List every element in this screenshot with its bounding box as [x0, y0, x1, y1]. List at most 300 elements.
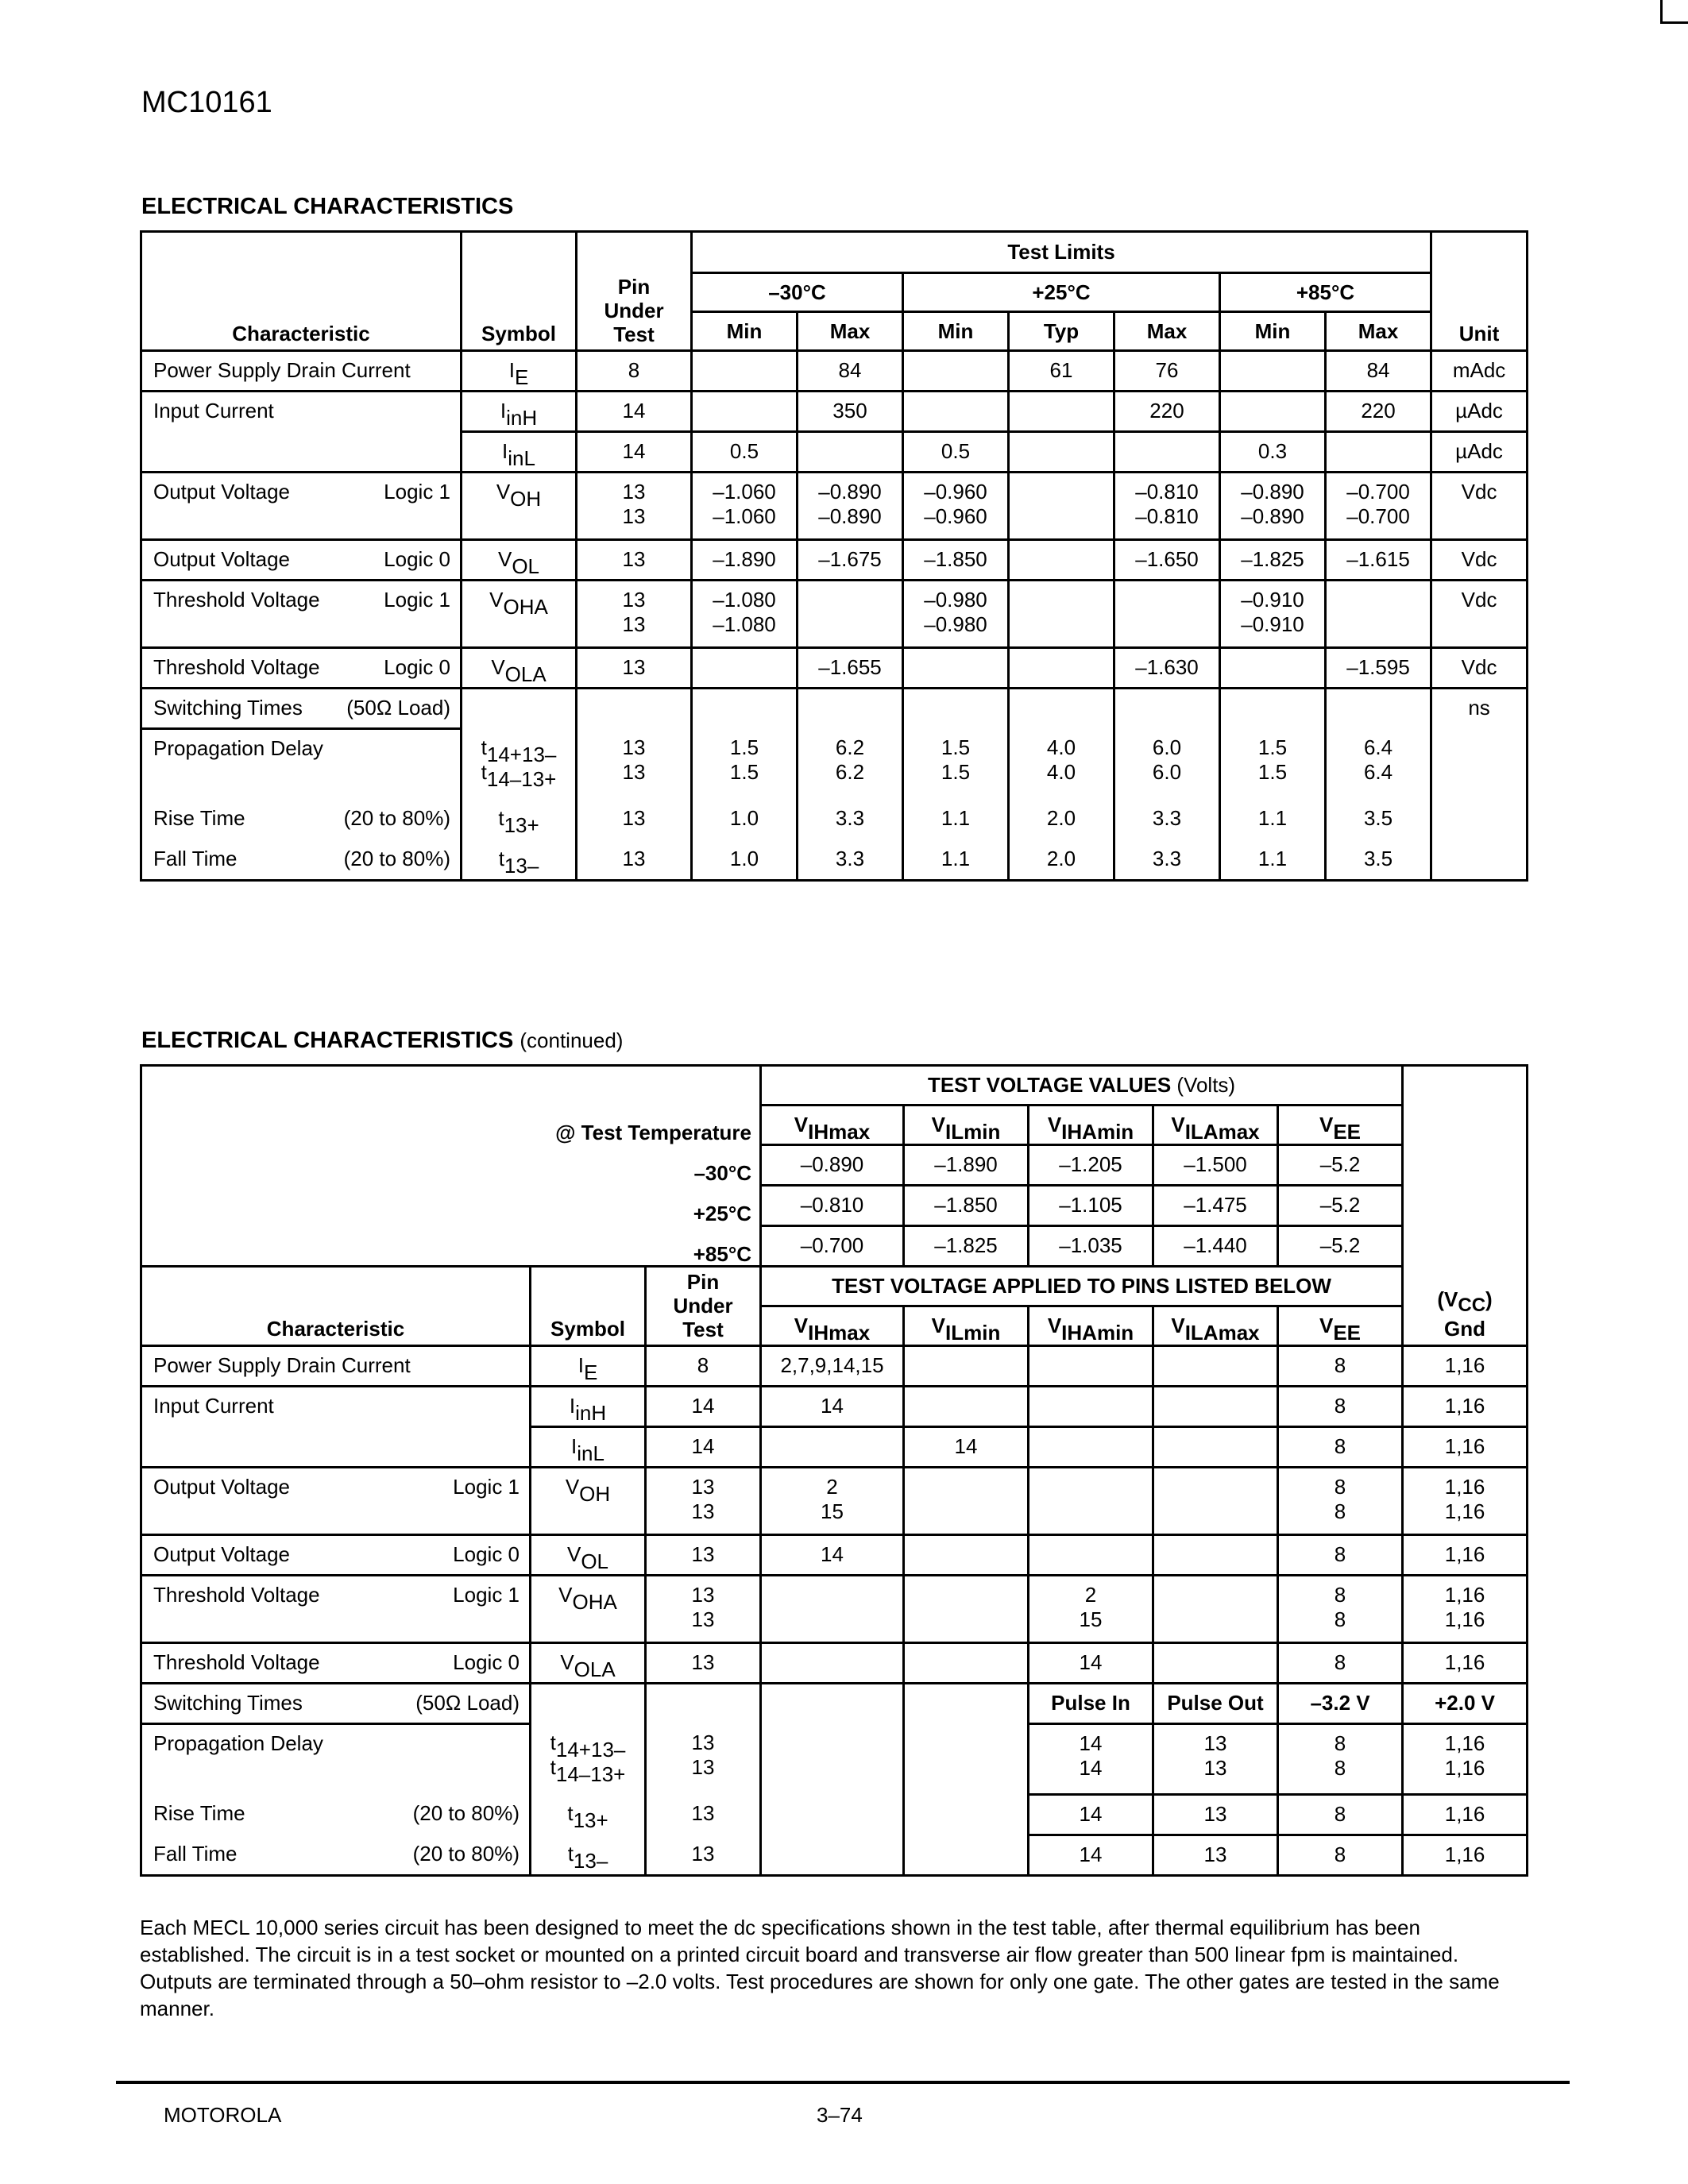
pin-cell: 13 13: [577, 473, 692, 540]
characteristic: [153, 399, 450, 423]
value-cell: 8: [1278, 1346, 1403, 1387]
value-cell: [1153, 1387, 1278, 1427]
voltage-column-header: [1278, 1306, 1403, 1346]
value-cell: [904, 1576, 1029, 1643]
test-temperature-label: –30°C: [693, 1161, 751, 1185]
symbol: $I_{inH}$: [569, 1394, 607, 1425]
value-cell: [1326, 581, 1431, 648]
col-characteristic: Characteristic: [141, 232, 462, 351]
pin-cell: 13 13: [577, 729, 692, 800]
pin-cell: 14: [577, 392, 692, 432]
value-cell: –1.850: [903, 540, 1009, 581]
empty-cell: [798, 689, 903, 729]
table-row: [141, 473, 1528, 540]
pin-cell: 13 13: [646, 1724, 761, 1795]
table-row: [141, 540, 1528, 581]
empty-cell: [761, 1835, 904, 1876]
characteristic-label: Fall Time: [153, 846, 238, 870]
value-cell: [1153, 1346, 1278, 1387]
empty-cell: [1220, 689, 1326, 729]
symbol-cell: [462, 648, 577, 689]
pin-cell: 13: [577, 840, 692, 881]
value-cell: [1029, 1427, 1153, 1468]
col-pin-under-test: Pin Under Test: [577, 232, 692, 351]
characteristic-cell: [141, 1795, 531, 1835]
characteristic-label: Propagation Delay: [153, 1731, 323, 1755]
symbol-cell: [531, 1427, 646, 1468]
value-cell: 14: [761, 1535, 904, 1576]
symbol: $V_{IHAmin}$: [1047, 1113, 1134, 1144]
symbol-cell: [462, 840, 577, 881]
characteristic-label: Power Supply Drain Current: [153, 358, 411, 382]
value-cell: [1029, 1468, 1153, 1535]
unit-cell: µAdc: [1431, 432, 1528, 473]
value-cell: –1.205: [1029, 1145, 1153, 1186]
value-cell: 6.4 6.4: [1326, 729, 1431, 800]
voltage-column-header: [761, 1306, 904, 1346]
value-cell: –0.810: [761, 1186, 904, 1226]
value-cell: 220: [1326, 392, 1431, 432]
value-cell: [1220, 351, 1326, 392]
symbol-cell: [462, 800, 577, 840]
value-cell: 8: [1278, 1643, 1403, 1684]
empty-cell: [646, 1684, 761, 1724]
value-cell: 13: [1153, 1795, 1278, 1835]
voltage-column-header: [1029, 1106, 1153, 1145]
table2-title-suffix: (continued): [520, 1028, 624, 1052]
empty-cell: [761, 1795, 904, 1835]
characteristic-cell: [141, 1387, 531, 1468]
table2-title-text: ELECTRICAL CHARACTERISTICS: [141, 1028, 514, 1053]
table-row: [141, 1576, 1528, 1643]
limit-column-header: Max: [1114, 312, 1220, 351]
symbol-cell: [462, 540, 577, 581]
value-cell: 14: [761, 1387, 904, 1427]
characteristic: [153, 1583, 520, 1607]
value-cell: [798, 432, 903, 473]
symbol: $V_{OLA}$: [491, 655, 547, 686]
empty-cell: [903, 689, 1009, 729]
value-cell: 3.3: [1114, 840, 1220, 881]
gnd-cell: 1,16: [1403, 1427, 1528, 1468]
value-cell: 14 14: [1029, 1724, 1153, 1795]
value-cell: [904, 1387, 1029, 1427]
unit-cell: mAdc: [1431, 351, 1528, 392]
value-cell: 14: [904, 1427, 1029, 1468]
symbol: $I_{inH}$: [500, 399, 538, 430]
voltage-column-header: [1278, 1106, 1403, 1145]
value-cell: 8: [1278, 1795, 1403, 1835]
empty-cell: [531, 1684, 646, 1724]
pin-cell: 13 13: [577, 581, 692, 648]
gnd-cell: 1,16: [1403, 1795, 1528, 1835]
value-cell: 84: [1326, 351, 1431, 392]
blank-header-area: [141, 1066, 761, 1267]
symbol-cell: [462, 392, 577, 432]
table2-title: [141, 1028, 623, 1054]
value-cell: –1.615: [1326, 540, 1431, 581]
symbol: $V_{EE}$: [1319, 1113, 1362, 1144]
value-cell: –5.2: [1278, 1226, 1403, 1267]
test-voltage-values-header: [761, 1066, 1403, 1106]
unit-cell: µAdc: [1431, 392, 1528, 432]
limit-column-header: Max: [798, 312, 903, 351]
value-cell: [761, 1427, 904, 1468]
limit-column-header: Typ: [1009, 312, 1114, 351]
characteristic-label: Input Current: [153, 399, 274, 423]
value-cell: 14: [1029, 1795, 1153, 1835]
characteristic: [153, 480, 450, 504]
value-cell: [692, 392, 798, 432]
symbol: $V_{EE}$: [1319, 1314, 1362, 1345]
limit-column-header: Min: [1220, 312, 1326, 351]
gnd-cell: 1,16 1,16: [1403, 1576, 1528, 1643]
value-cell: 2 15: [761, 1468, 904, 1535]
vcc-label: $(V_{CC})$: [1437, 1287, 1493, 1316]
value-cell: [903, 351, 1009, 392]
col-pin-under-test: Pin Under Test: [646, 1267, 761, 1346]
fall-time-row: [141, 1835, 1528, 1876]
value-cell: 6.0 6.0: [1114, 729, 1220, 800]
value-cell: –1.105: [1029, 1186, 1153, 1226]
value-cell: [1153, 1643, 1278, 1684]
pin-cell: 13: [577, 800, 692, 840]
value-cell: 2,7,9,14,15: [761, 1346, 904, 1387]
unit-cell: Vdc: [1431, 581, 1528, 648]
value-cell: –1.475: [1153, 1186, 1278, 1226]
characteristic-cell: [141, 1684, 531, 1724]
characteristic-condition: Logic 0: [384, 547, 450, 571]
value-cell: –1.890: [904, 1145, 1029, 1186]
value-cell: [904, 1643, 1029, 1684]
characteristic: [153, 806, 450, 831]
test-procedure-footnote: Each MECL 10,000 series circuit has been designed to meet the dc specifications shown in the test table, after thermal equilibrium has been established. The circuit is in a test socket or mounted on a printed circuit board and transverse air flow greater than 500 linear fpm is maintained. Outputs are terminated through a 50–ohm resistor to –2.0 volts. Test procedures are shown for only one gate. The other gates are tested in the same manner.: [140, 1916, 1500, 2020]
value-cell: [1153, 1576, 1278, 1643]
value-cell: 1.5 1.5: [903, 729, 1009, 800]
pins-header-row: [141, 1267, 1528, 1306]
characteristic-condition: Logic 1: [384, 480, 450, 504]
corner-crop-mark: [1660, 0, 1688, 24]
value-cell: –1.595: [1326, 648, 1431, 689]
value-cell: –0.810 –0.810: [1114, 473, 1220, 540]
footer-brand: MOTOROLA: [164, 2103, 282, 2127]
value-cell: –1.630: [1114, 648, 1220, 689]
symbol-cell: [462, 432, 577, 473]
rise-time-row: [141, 1795, 1528, 1835]
characteristic: [153, 696, 450, 720]
gnd-cell: 1,16 1,16: [1403, 1724, 1528, 1795]
characteristic-cell: [141, 351, 462, 392]
value-cell: 13 13: [1153, 1724, 1278, 1795]
at-test-temperature-label: @ Test Temperature: [555, 1121, 751, 1144]
gnd-label: Gnd: [1444, 1317, 1486, 1341]
value-cell: 0.5: [692, 432, 798, 473]
voltage-column-header: [1153, 1306, 1278, 1346]
characteristic-condition: (20 to 80%): [343, 805, 450, 830]
value-cell: [1029, 1346, 1153, 1387]
test-temperature-labels: [555, 1113, 751, 1275]
empty-cell: [904, 1684, 1029, 1724]
symbol: $V_{OL}$: [497, 547, 540, 578]
value-cell: 8: [1278, 1535, 1403, 1576]
characteristic-condition: (20 to 80%): [412, 1800, 520, 1825]
empty-cell: [761, 1724, 904, 1795]
pin-cell: 13: [646, 1535, 761, 1576]
empty-cell: [904, 1724, 1029, 1795]
characteristic-cell: [141, 1535, 531, 1576]
symbol: $t_{14+13-}$: [550, 1730, 626, 1761]
characteristic-condition: (20 to 80%): [412, 1841, 520, 1866]
value-cell: 1.1: [903, 840, 1009, 881]
value-cell: 3.5: [1326, 800, 1431, 840]
value-cell: –1.035: [1029, 1226, 1153, 1267]
characteristic-label: Rise Time: [153, 1800, 245, 1825]
characteristic-label: Output Voltage: [153, 1542, 291, 1566]
characteristic: [153, 1650, 520, 1675]
tvv-units: (Volts): [1176, 1073, 1236, 1097]
value-cell: [692, 648, 798, 689]
symbol-cell: [531, 1835, 646, 1876]
symbol-cell: [531, 1795, 646, 1835]
symbol-cell: [531, 1468, 646, 1535]
value-cell: 3.3: [1114, 800, 1220, 840]
symbol-cell: [531, 1724, 646, 1795]
applied-pins-header: TEST VOLTAGE APPLIED TO PINS LISTED BELOW: [761, 1267, 1403, 1306]
test-limits-header: Test Limits: [692, 232, 1431, 273]
value-cell: 13: [1153, 1835, 1278, 1876]
symbol-cell: [531, 1535, 646, 1576]
symbol: $V_{OHA}$: [558, 1583, 617, 1614]
vcc-gnd-header: [1403, 1066, 1528, 1346]
pin-cell: 13: [577, 540, 692, 581]
symbol: $V_{OH}$: [496, 480, 542, 511]
value-cell: 1.0: [692, 800, 798, 840]
table-row: [141, 1346, 1528, 1387]
gnd-cell: 1,16: [1403, 1535, 1528, 1576]
test-temperature-label: +25°C: [693, 1202, 751, 1225]
characteristic-cell: [141, 1346, 531, 1387]
pin-cell: 13: [577, 648, 692, 689]
value-cell: –1.890: [692, 540, 798, 581]
characteristic-label: Rise Time: [153, 805, 245, 830]
characteristic-label: Fall Time: [153, 1841, 238, 1866]
value-cell: –0.980 –0.980: [903, 581, 1009, 648]
temperature-header: –30°C: [692, 273, 903, 312]
rise-time-row: [141, 800, 1528, 840]
symbol: $I_{inL}$: [571, 1434, 605, 1465]
characteristic-cell: [141, 1576, 531, 1643]
value-cell: –0.890 –0.890: [798, 473, 903, 540]
value-cell: –0.700 –0.700: [1326, 473, 1431, 540]
gnd-cell: 1,16: [1403, 1643, 1528, 1684]
value-cell: [904, 1468, 1029, 1535]
characteristic-cell: [141, 840, 462, 881]
symbol: $V_{OHA}$: [489, 588, 548, 619]
voltage-column-header: [904, 1306, 1029, 1346]
characteristic-label: Output Voltage: [153, 547, 291, 571]
characteristic-cell: [141, 473, 462, 540]
gnd-cell: 1,16: [1403, 1835, 1528, 1876]
value-cell: [761, 1576, 904, 1643]
symbol: $t_{14-13+}$: [481, 759, 557, 791]
gnd-cell: 1,16: [1403, 1387, 1528, 1427]
value-cell: [1009, 581, 1114, 648]
characteristic-condition: Logic 1: [453, 1583, 520, 1607]
characteristic-label: Output Voltage: [153, 480, 291, 504]
table1-title: ELECTRICAL CHARACTERISTICS: [141, 194, 514, 219]
characteristic: [153, 1394, 520, 1418]
value-cell: [904, 1346, 1029, 1387]
symbol-cell: [462, 581, 577, 648]
symbol-cell: [462, 351, 577, 392]
value-cell: [904, 1535, 1029, 1576]
characteristic-label: Threshold Voltage: [153, 1583, 320, 1607]
characteristic: [153, 1801, 520, 1826]
value-cell: 3.3: [798, 840, 903, 881]
value-cell: [1029, 1387, 1153, 1427]
value-cell: –5.2: [1278, 1145, 1403, 1186]
value-cell: –1.060 –1.060: [692, 473, 798, 540]
col-unit: Unit: [1431, 232, 1528, 351]
characteristic-cell: [141, 1643, 531, 1684]
value-cell: –5.2: [1278, 1186, 1403, 1226]
switching-header-cell: +2.0 V: [1403, 1684, 1528, 1724]
limit-column-header: Max: [1326, 312, 1431, 351]
value-cell: 1.1: [903, 800, 1009, 840]
symbol-cell: [531, 1346, 646, 1387]
propagation-delay-row: [141, 1724, 1528, 1795]
symbol-cell: [531, 1643, 646, 1684]
value-cell: 2.0: [1009, 800, 1114, 840]
pin-cell: 14: [646, 1427, 761, 1468]
value-cell: [1009, 432, 1114, 473]
empty-cell: [462, 689, 577, 729]
characteristic-cell: [141, 392, 462, 473]
test-temperature-label: +85°C: [693, 1242, 751, 1266]
value-cell: 1.5 1.5: [692, 729, 798, 800]
value-cell: [1326, 432, 1431, 473]
value-cell: 1.5 1.5: [1220, 729, 1326, 800]
table-row: [141, 351, 1528, 392]
characteristic: [153, 547, 450, 572]
value-cell: –1.655: [798, 648, 903, 689]
value-cell: 8: [1278, 1387, 1403, 1427]
value-cell: –0.960 –0.960: [903, 473, 1009, 540]
characteristic: [153, 1731, 520, 1756]
symbol: $t_{13-}$: [567, 1841, 608, 1873]
symbol-cell: [462, 473, 577, 540]
pin-cell: 13: [646, 1643, 761, 1684]
table-row: [141, 1387, 1528, 1427]
test-voltage-values-row: [141, 1066, 1528, 1106]
pin-cell: 13: [646, 1795, 761, 1835]
temperature-header: +85°C: [1220, 273, 1431, 312]
tvv-title: TEST VOLTAGE VALUES: [927, 1073, 1177, 1097]
value-cell: [1009, 473, 1114, 540]
characteristic-condition: Logic 1: [384, 588, 450, 612]
unit-cell: Vdc: [1431, 473, 1528, 540]
voltage-column-header: [904, 1106, 1029, 1145]
characteristic-condition: Logic 0: [453, 1542, 520, 1566]
empty-cell: [1114, 689, 1220, 729]
symbol: $t_{13+}$: [498, 805, 539, 837]
characteristic: [153, 847, 450, 871]
characteristic: [153, 1475, 520, 1499]
value-cell: 2 15: [1029, 1576, 1153, 1643]
value-cell: 8 8: [1278, 1724, 1403, 1795]
value-cell: 220: [1114, 392, 1220, 432]
value-cell: 8 8: [1278, 1468, 1403, 1535]
value-cell: [1029, 1535, 1153, 1576]
symbol: $I_{inL}$: [502, 439, 535, 470]
characteristic-label: Switching Times: [153, 696, 303, 720]
characteristic-cell: [141, 540, 462, 581]
temperature-header: +25°C: [903, 273, 1220, 312]
value-cell: [798, 581, 903, 648]
symbol: $V_{OLA}$: [560, 1650, 616, 1681]
value-cell: [1153, 1468, 1278, 1535]
value-cell: 76: [1114, 351, 1220, 392]
symbol: $V_{OH}$: [565, 1475, 611, 1506]
value-cell: 14: [1029, 1643, 1153, 1684]
value-cell: [1114, 432, 1220, 473]
value-cell: 2.0: [1009, 840, 1114, 881]
voltage-column-header: [761, 1106, 904, 1145]
footer-page-number: 3–74: [817, 2103, 863, 2127]
pin-cell: 8: [646, 1346, 761, 1387]
symbol: $V_{OL}$: [566, 1542, 609, 1573]
characteristic: [153, 1353, 520, 1378]
switching-header-cell: Pulse Out: [1153, 1684, 1278, 1724]
table-row: [141, 1468, 1528, 1535]
symbol: $V_{ILAmax}$: [1171, 1314, 1260, 1345]
characteristic: [153, 358, 450, 383]
value-cell: 1.0: [692, 840, 798, 881]
switching-header-cell: –3.2 V: [1278, 1684, 1403, 1724]
switching-header-cell: Pulse In: [1029, 1684, 1153, 1724]
table-row: [141, 648, 1528, 689]
part-number: MC10161: [141, 86, 272, 119]
value-cell: [1009, 392, 1114, 432]
value-cell: 8: [1278, 1835, 1403, 1876]
empty-cell: [904, 1835, 1029, 1876]
value-cell: –1.440: [1153, 1226, 1278, 1267]
switching-times-row: [141, 689, 1528, 729]
value-cell: –1.500: [1153, 1145, 1278, 1186]
switching-times-row: [141, 1684, 1528, 1724]
value-cell: –0.890 –0.890: [1220, 473, 1326, 540]
characteristic-label: Threshold Voltage: [153, 588, 320, 612]
characteristic: [153, 736, 450, 761]
characteristic-label: Threshold Voltage: [153, 1650, 320, 1674]
characteristic: [153, 1691, 520, 1715]
value-cell: [903, 392, 1009, 432]
gnd-cell: 1,16 1,16: [1403, 1468, 1528, 1535]
symbol-cell: [531, 1576, 646, 1643]
value-cell: –1.675: [798, 540, 903, 581]
value-cell: 0.3: [1220, 432, 1326, 473]
symbol: $V_{ILAmax}$: [1171, 1113, 1260, 1144]
pin-cell: 14: [646, 1387, 761, 1427]
value-cell: 1.1: [1220, 800, 1326, 840]
value-cell: 84: [798, 351, 903, 392]
symbol: $I_E$: [508, 358, 529, 389]
pin-cell: 13: [646, 1835, 761, 1876]
characteristic-condition: Logic 0: [384, 655, 450, 679]
empty-cell: [577, 689, 692, 729]
value-cell: [903, 648, 1009, 689]
symbol: $t_{13+}$: [567, 1800, 608, 1832]
